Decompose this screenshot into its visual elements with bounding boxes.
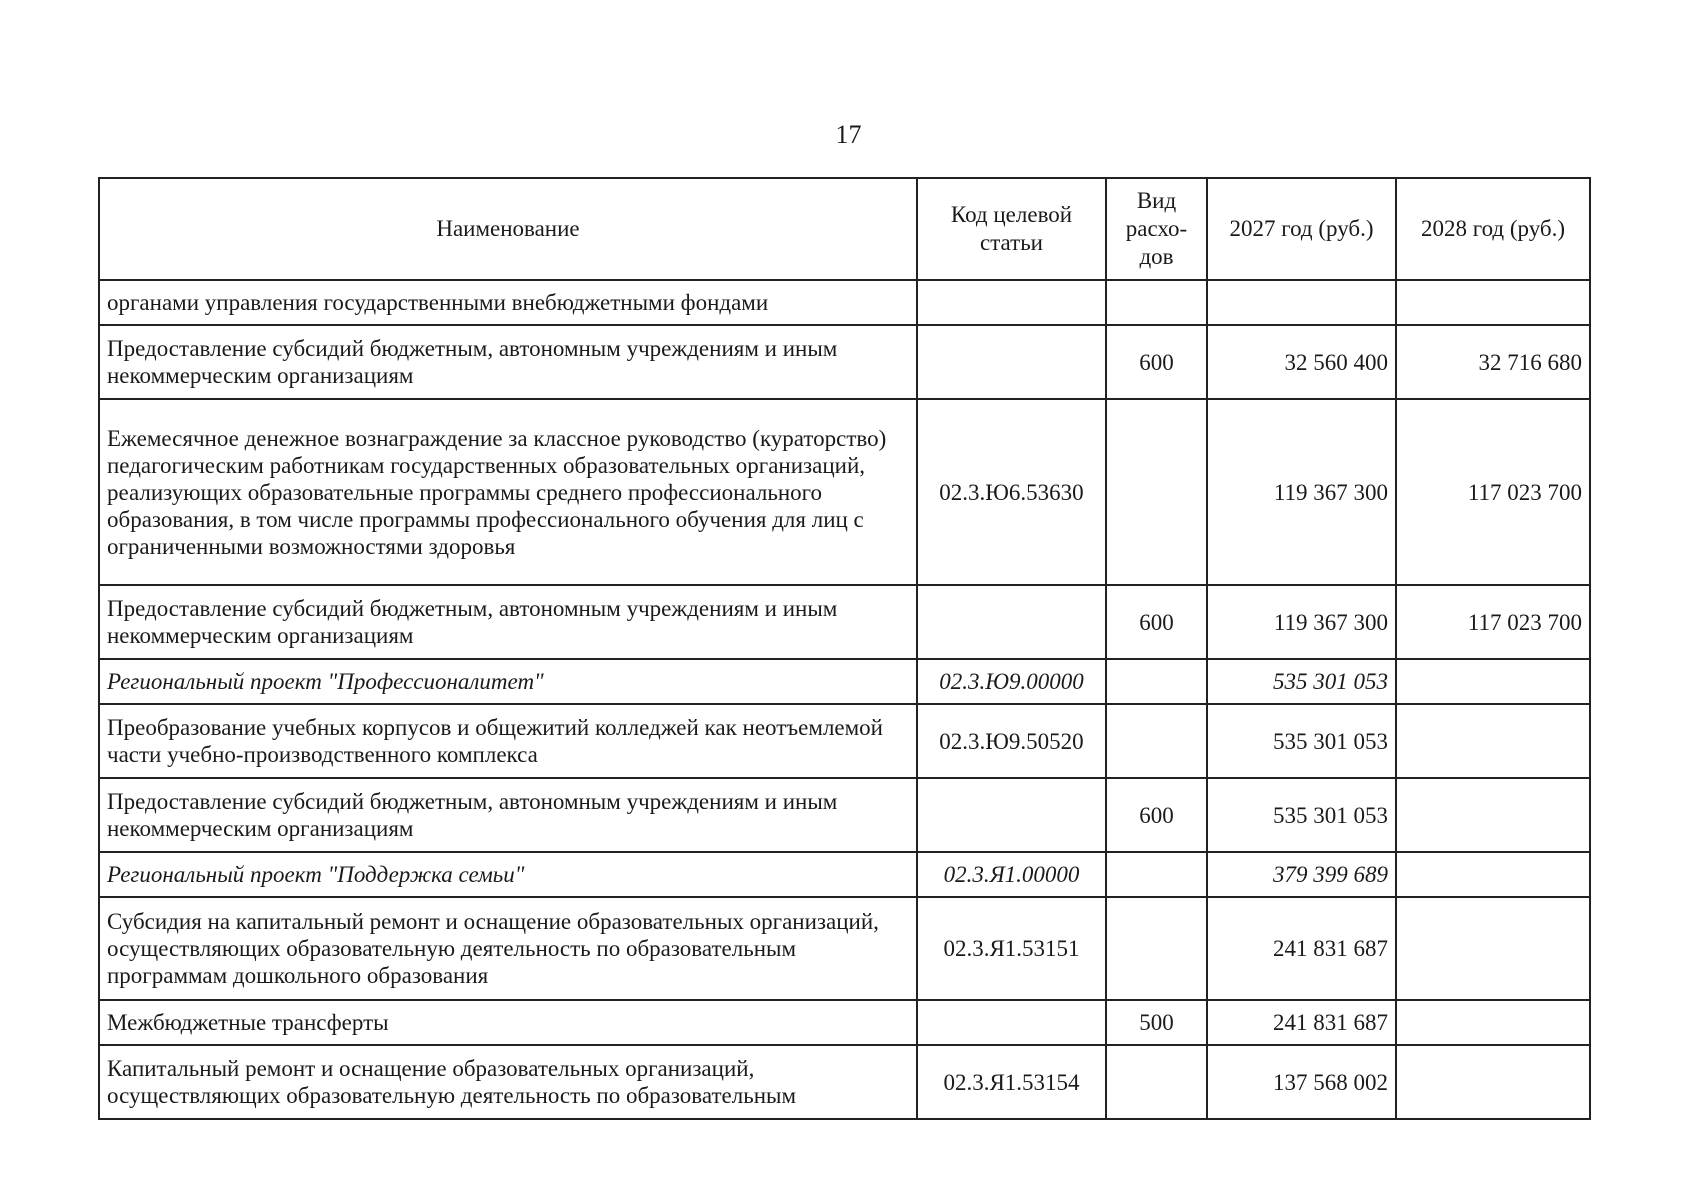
row-name: Предоставление субсидий бюджетным, автономным учреждениям и иным некоммерческим организациям	[99, 325, 917, 399]
row-expense-type: 600	[1106, 585, 1207, 659]
row-expense-type	[1106, 280, 1207, 325]
row-name: Преобразование учебных корпусов и общежитий колледжей как неотъемлемой части учебно-производственного комплекса	[99, 704, 917, 778]
row-expense-type: 600	[1106, 325, 1207, 399]
row-expense-type	[1106, 659, 1207, 704]
table-row-project	[99, 659, 1590, 704]
row-2028	[1396, 704, 1590, 778]
row-code: 02.3.Ю9.00000	[917, 659, 1106, 704]
row-2028	[1396, 897, 1590, 1000]
row-2027: 535 301 053	[1207, 659, 1396, 704]
header-expense-type: Вид расхо-дов	[1106, 178, 1207, 280]
row-2027: 119 367 300	[1207, 585, 1396, 659]
row-code: 02.3.Я1.53154	[917, 1045, 1106, 1119]
row-code	[917, 1000, 1106, 1045]
header-2027: 2027 год (руб.)	[1207, 178, 1396, 280]
row-name: Капитальный ремонт и оснащение образовательных организаций, осуществляющих образовательную деятельность по образовательным	[99, 1045, 917, 1119]
row-name: органами управления государственными внебюджетными фондами	[99, 280, 917, 325]
row-name: Предоставление субсидий бюджетным, автономным учреждениям и иным некоммерческим организациям	[99, 585, 917, 659]
row-2028	[1396, 659, 1590, 704]
row-expense-type	[1106, 399, 1207, 585]
row-name: Ежемесячное денежное вознаграждение за классное руководство (кураторство) педагогическим работникам государственных образовательных организаций, реализующих образовательные программы среднего профессионального образования, в том числе программы профессионального обучения для лиц с ограниченными возможностями здоровья	[99, 399, 917, 585]
row-expense-type	[1106, 897, 1207, 1000]
row-code: 02.3.Ю6.53630	[917, 399, 1106, 585]
row-code	[917, 325, 1106, 399]
row-2028: 117 023 700	[1396, 585, 1590, 659]
table-row	[99, 778, 1590, 852]
table-row	[99, 897, 1590, 1000]
row-2027: 119 367 300	[1207, 399, 1396, 585]
row-2027	[1207, 280, 1396, 325]
table-row	[99, 585, 1590, 659]
header-2028: 2028 год (руб.)	[1396, 178, 1590, 280]
row-2028	[1396, 280, 1590, 325]
table-row	[99, 280, 1590, 325]
row-expense-type	[1106, 852, 1207, 897]
row-expense-type	[1106, 704, 1207, 778]
row-2028	[1396, 1045, 1590, 1119]
table-row	[99, 1000, 1590, 1045]
table-row	[99, 704, 1590, 778]
row-2027: 241 831 687	[1207, 1000, 1396, 1045]
row-2028	[1396, 852, 1590, 897]
row-code	[917, 280, 1106, 325]
row-name: Субсидия на капитальный ремонт и оснащение образовательных организаций, осуществляющих образовательную деятельность по образовательным программам дошкольного образования	[99, 897, 917, 1000]
row-code	[917, 585, 1106, 659]
row-code: 02.3.Я1.53151	[917, 897, 1106, 1000]
row-code: 02.3.Ю9.50520	[917, 704, 1106, 778]
row-expense-type	[1106, 1045, 1207, 1119]
row-2027: 535 301 053	[1207, 704, 1396, 778]
table-row	[99, 399, 1590, 585]
row-expense-type: 600	[1106, 778, 1207, 852]
row-2028	[1396, 778, 1590, 852]
table-row	[99, 1045, 1590, 1119]
budget-table	[98, 177, 1591, 1120]
row-name: Межбюджетные трансферты	[99, 1000, 917, 1045]
page-number: 17	[835, 120, 862, 149]
header-name: Наименование	[99, 178, 917, 280]
row-2027: 241 831 687	[1207, 897, 1396, 1000]
row-code: 02.3.Я1.00000	[917, 852, 1106, 897]
row-2027: 32 560 400	[1207, 325, 1396, 399]
table-row-project	[99, 852, 1590, 897]
row-2027: 137 568 002	[1207, 1045, 1396, 1119]
row-2028	[1396, 1000, 1590, 1045]
row-code	[917, 778, 1106, 852]
row-name: Региональный проект "Поддержка семьи"	[99, 852, 917, 897]
row-2027: 535 301 053	[1207, 778, 1396, 852]
table-header-row	[99, 178, 1590, 280]
table-row	[99, 325, 1590, 399]
row-name: Предоставление субсидий бюджетным, автономным учреждениям и иным некоммерческим организациям	[99, 778, 917, 852]
row-name: Региональный проект "Профессионалитет"	[99, 659, 917, 704]
header-code: Код целевой статьи	[917, 178, 1106, 280]
row-2028: 117 023 700	[1396, 399, 1590, 585]
row-2028: 32 716 680	[1396, 325, 1590, 399]
row-2027: 379 399 689	[1207, 852, 1396, 897]
row-expense-type: 500	[1106, 1000, 1207, 1045]
